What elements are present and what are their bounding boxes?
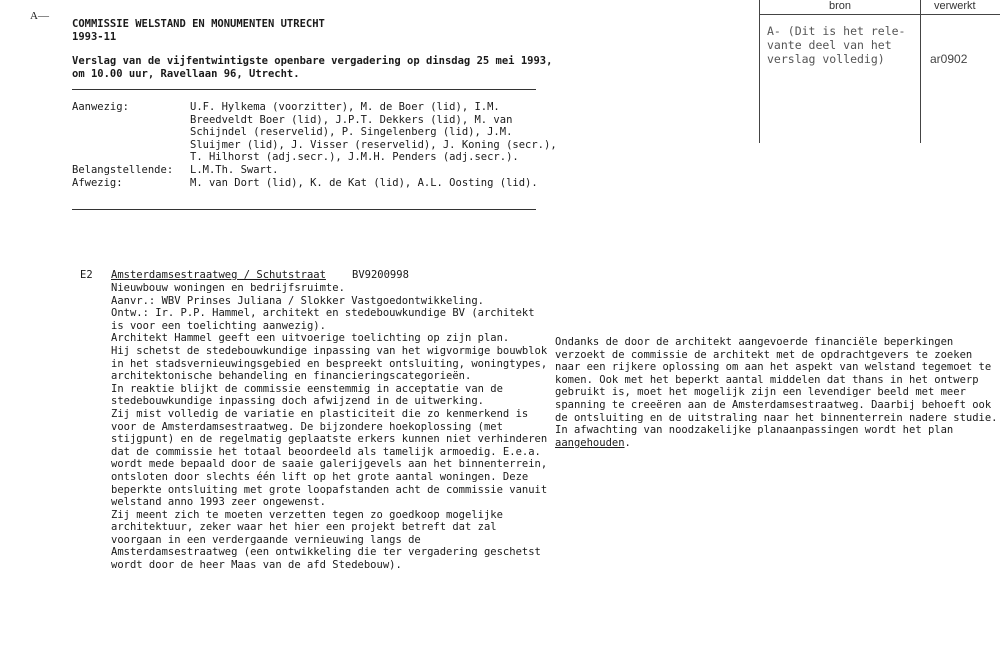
discussion-line: voorgaan in een verdergaande vernieuwing langs de (111, 533, 421, 546)
conclusion-line: gebruikt is, moet het mogelijk zijn een levendiger beeld met meer (555, 386, 966, 399)
discussion-line: stedebouwkundige inpassing doch afwijzend in de uitwerking. (111, 395, 484, 408)
date-code: 1993-11 (72, 31, 117, 43)
bron-label: bron (829, 0, 852, 12)
bron-text-line: A- (Dit is het rele- (767, 24, 906, 38)
discussion-line: ontsloten door slechts één lift op het grote aantal woningen. Deze (111, 470, 529, 483)
discussion-line: Hij schetst de stedebouwkundige inpassing van het wigvormige bouwblok (111, 344, 548, 357)
present-list (190, 101, 557, 164)
discussion-line: Nieuwbouw woningen en bedrijfsruimte. (111, 282, 345, 294)
infobox-left-border (759, 0, 760, 143)
corner-mark: A— (30, 10, 49, 22)
absent-value: M. van Dort (lid), K. de Kat (lid), A.L. Oosting (lid). (190, 177, 538, 189)
present-line: Schijndel (reservelid), P. Singelenberg (lid), J.M. (190, 126, 513, 139)
discussion-line: welstand anno 1993 zeer ongewenst. (111, 496, 326, 509)
infobox-divider (920, 0, 921, 143)
decision-line (555, 437, 631, 450)
discussion-line: Ontw.: Ir. P.P. Hammel, architekt en stedebouwkundige BV (architekt (111, 307, 535, 320)
discussion-line: Architekt Hammel geeft een uitvoerige toelichting op zijn plan. (111, 332, 510, 345)
discussion-line: beperkte ontsluiting met grote loopafstanden acht de commissie vanuit (111, 483, 548, 496)
conclusion-line: In afwachting van noodzakelijke planaanpassingen wordt het plan (555, 424, 954, 437)
present-line: Sluijmer (lid), J. Visser (reservelid), J. Koning (secr.), (190, 138, 557, 151)
archive-code: ar0902 (930, 52, 968, 66)
conclusion-line: komen. Ook met het beperkt aantal middelen dat thans in het ontwerp (555, 373, 979, 386)
report-title-line-2: om 10.00 uur, Ravellaan 96, Utrecht. (72, 68, 300, 80)
discussion-line: wordt door de heer Maas van de afd Stedebouw). (111, 559, 402, 572)
bron-text-line: vante deel van het (767, 38, 892, 52)
discussion-line: In reaktie blijkt de commissie eenstemmig in acceptatie van de (111, 382, 503, 395)
conclusion-line: spanning te creeëren aan de Amsterdamsestraatweg. Daarbij behoeft ook (555, 398, 992, 411)
infobox-header-rule (759, 14, 1000, 15)
bron-text (767, 24, 905, 66)
stakeholders-value: L.M.Th. Swart. (190, 164, 279, 176)
present-label: Aanwezig: (72, 101, 129, 113)
item-discussion (111, 282, 547, 572)
present-line: Breedveldt Boer (lid), J.P.T. Dekkers (lid), M. van (190, 113, 513, 126)
stakeholders-label: Belangstellende: (72, 164, 174, 176)
discussion-line: stijgpunt) en de regelmatig geplaatste erkers kunnen niet verhinderen (111, 433, 548, 446)
verwerkt-label: verwerkt (934, 0, 976, 12)
discussion-line: is voor een toelichting aanwezig). (111, 319, 326, 332)
bron-text-line: verslag volledig) (767, 52, 885, 66)
discussion-line: architektuur, zeker waar het hier een projekt betreft dat zal (111, 521, 497, 534)
discussion-line: Zij meent zich te moeten verzetten tegen zo goedkoop mogelijke (111, 508, 503, 521)
conclusion-line: Ondanks de door de architekt aangevoerde financiële beperkingen (555, 336, 954, 348)
report-title-line-1: Verslag van de vijfentwintigste openbare vergadering op dinsdag 25 mei 1993, (72, 55, 553, 67)
discussion-line: architektonische behandeling en financieringscategorieën. (111, 370, 472, 383)
conclusion-line: de ontsluiting en de uitstraling naar het binnenterrein nadere studie. (555, 411, 998, 424)
decision-status: aangehouden (555, 437, 625, 449)
attendance-rule (72, 209, 536, 210)
discussion-line: Amsterdamsestraatweg (een ontwikkeling die ter vergadering geschetst (111, 546, 541, 559)
item-conclusion (555, 336, 998, 437)
discussion-line: dat de commissie het totaal beoordeeld als tamelijk armoedig. E.e.a. (111, 445, 541, 458)
decision-suffix: . (624, 437, 631, 449)
present-line: T. Hilhorst (adj.secr.), J.M.H. Penders (adj.secr.). (190, 151, 519, 164)
discussion-line: wordt mede bepaald door de saaie galerijgevels aan het binnenterrein, (111, 458, 548, 471)
item-location: Amsterdamsestraatweg / Schutstraat (111, 269, 326, 281)
present-line: U.F. Hylkema (voorzitter), M. de Boer (lid), I.M. (190, 101, 500, 113)
discussion-line: in het stadsvernieuwingsgebied en bespreekt ontsluiting, woningtypes, (111, 357, 548, 370)
case-code: BV9200998 (352, 269, 409, 281)
conclusion-line: naar een rijkere oplossing om aan het aspekt van welstand tegemoet te (555, 361, 992, 374)
conclusion-line: verzoekt de commissie de architekt met de opdrachtgevers te zoeken (555, 348, 973, 361)
discussion-line: Aanvr.: WBV Prinses Juliana / Slokker Vastgoedontwikkeling. (111, 294, 484, 307)
item-number: E2 (80, 269, 93, 281)
header-rule (72, 89, 536, 90)
discussion-line: Zij mist volledig de variatie en plasticiteit die zo kenmerkend is (111, 407, 529, 420)
discussion-line: voor de Amsterdamsestraatweg. De bijzondere hoekoplossing (met (111, 420, 503, 433)
absent-label: Afwezig: (72, 177, 123, 189)
organization-name: COMMISSIE WELSTAND EN MONUMENTEN UTRECHT (72, 18, 325, 30)
